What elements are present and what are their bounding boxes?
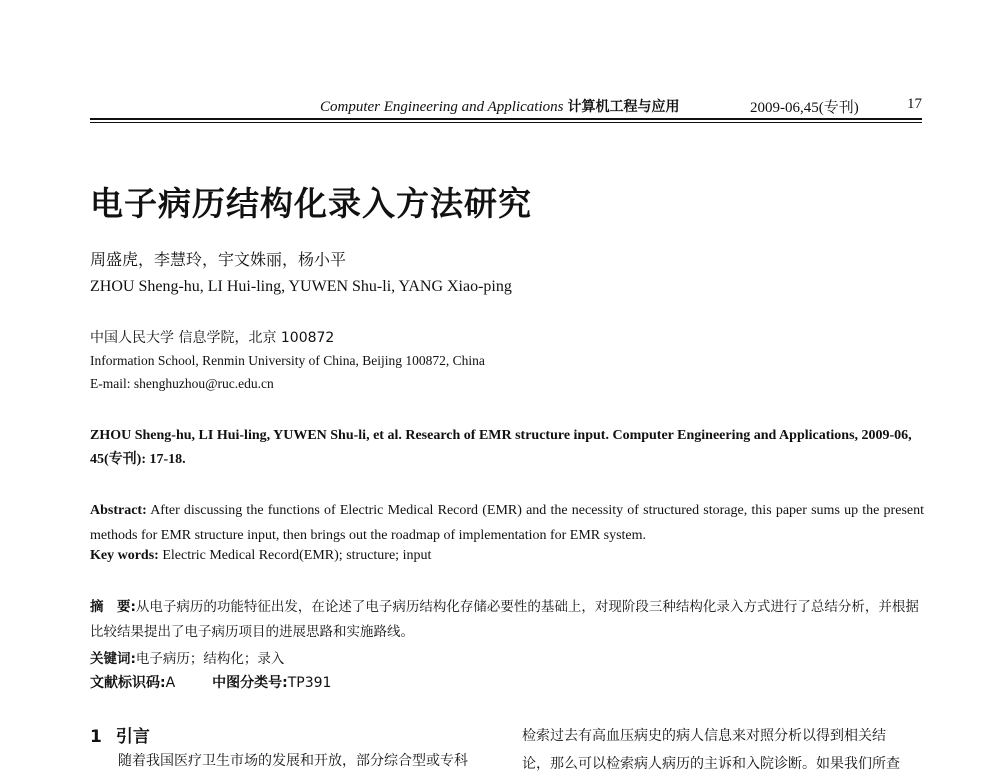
keywords-cn-label: 关键词:	[90, 651, 136, 667]
affiliation-chinese: 中国人民大学 信息学院，北京 100872	[90, 330, 335, 346]
authors-english: ZHOU Sheng-hu, LI Hui-ling, YUWEN Shu-li, YANG Xiao-ping	[90, 278, 512, 295]
keywords-chinese	[90, 647, 284, 667]
class-code-label: 中图分类号:	[212, 675, 288, 691]
abstract-cn-text: 从电子病历的功能特征出发，在论述了电子病历结构化存储必要性的基础上，对现阶段三种结构化录入方式进行了总结分析，并根据比较结果提出了电子病历项目的进展思路和实施路线。	[90, 599, 919, 640]
body-text-right	[522, 722, 924, 778]
section-heading	[90, 722, 150, 747]
paper-title: 电子病历结构化录入方法研究	[90, 184, 532, 223]
body-text-left: 随着我国医疗卫生市场的发展和开放，部分综合型或专科	[118, 753, 468, 769]
classification-codes	[90, 672, 331, 692]
journal-name: Computer Engineering and Applications 计算机工程与应用	[320, 99, 680, 115]
keywords-english	[90, 548, 431, 564]
keywords-text: Electric Medical Record(EMR); structure; input	[162, 548, 432, 563]
class-code-value: TP391	[287, 675, 332, 691]
abstract-cn-label: 摘 要:	[90, 599, 136, 615]
issue-date: 2009-06,45(专刊)	[750, 100, 859, 116]
abstract-chinese	[90, 595, 924, 645]
keywords-label: Key words:	[90, 548, 159, 563]
body-right-line: 检索过去有高血压病史的病人信息来对照分析以得到相关结	[522, 728, 886, 744]
running-header	[92, 96, 922, 118]
abstract-text: After discussing the functions of Electric Medical Record (EMR) and the necessity of structured storage, this paper sums up the present methods for EMR structure input, then brings out the roadmap of implementation for EMR system.	[90, 503, 924, 543]
doc-code-label: 文献标识码:	[90, 675, 166, 691]
authors-chinese: 周盛虎，李慧玲，宇文姝丽，杨小平	[90, 250, 347, 269]
header-rule	[90, 118, 922, 120]
section-title: 引言	[115, 727, 150, 747]
citation: ZHOU Sheng-hu, LI Hui-ling, YUWEN Shu-li, et al. Research of EMR structure input. Computer Engineering and Applications, 2009-06, 45(专刊): 17-18.	[90, 428, 912, 467]
page-number: 17	[907, 96, 922, 112]
doc-code-value: A	[165, 675, 176, 691]
keywords-cn-text: 电子病历；结构化；录入	[135, 651, 285, 667]
author-email: E-mail: shenghuzhou@ruc.edu.cn	[90, 376, 274, 391]
header-rule-thin	[90, 122, 922, 123]
abstract-english	[90, 498, 924, 548]
abstract-label: Abstract:	[90, 503, 147, 518]
affiliation-english: Information School, Renmin University of China, Beijing 100872, China	[90, 353, 485, 368]
section-number: 1	[90, 727, 102, 747]
body-right-line: 论，那么可以检索病人病历的主诉和入院诊断。如果我们所查	[522, 756, 900, 772]
